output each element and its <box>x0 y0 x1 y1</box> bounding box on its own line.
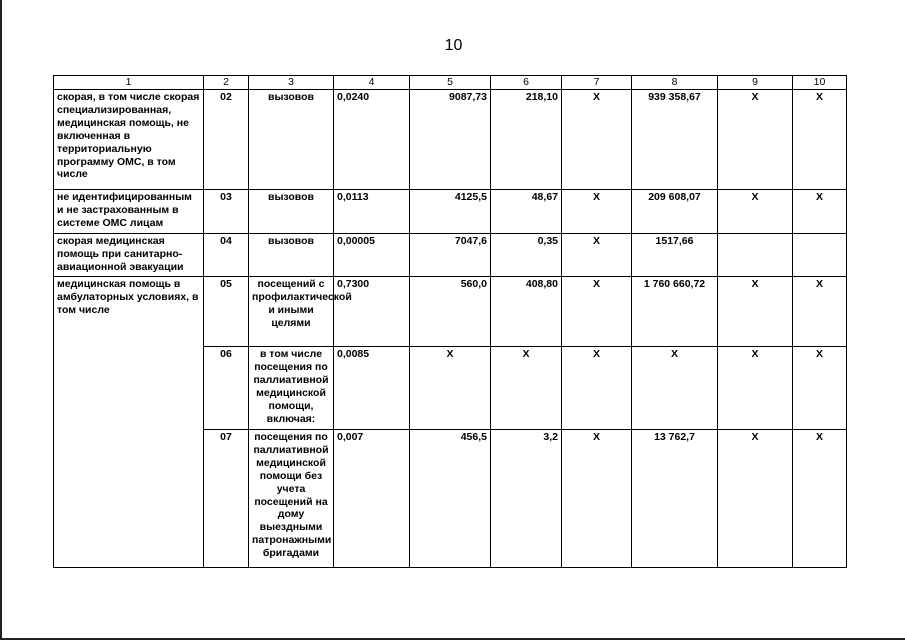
data-table <box>53 75 847 568</box>
value-cell: X <box>793 430 847 568</box>
column-header: 2 <box>204 76 249 90</box>
value-cell: X <box>718 190 793 234</box>
value-cell: X <box>562 90 632 190</box>
table-row <box>54 234 847 277</box>
column-header: 4 <box>334 76 410 90</box>
row-name-cell: скорая, в том числе скорая специализированная, медицинская помощь, не включенная в территориальную программу ОМС, в том числе <box>54 90 204 190</box>
value-cell: X <box>718 347 793 430</box>
value-cell: 560,0 <box>410 277 491 347</box>
value-cell: 3,2 <box>491 430 562 568</box>
value-cell: X <box>562 234 632 277</box>
column-header: 6 <box>491 76 562 90</box>
value-cell: X <box>793 347 847 430</box>
value-cell: 4125,5 <box>410 190 491 234</box>
row-code-cell: 06 <box>204 347 249 430</box>
value-cell: X <box>718 90 793 190</box>
column-header: 10 <box>793 76 847 90</box>
unit-cell: вызовов <box>249 90 334 190</box>
unit-cell: посещений с профилактической и иными целями <box>249 277 334 347</box>
value-cell: 1517,66 <box>632 234 718 277</box>
column-header: 3 <box>249 76 334 90</box>
row-name-cell: не идентифицированным и не застрахованным в системе ОМС лицам <box>54 190 204 234</box>
value-cell: 7047,6 <box>410 234 491 277</box>
unit-cell: вызовов <box>249 234 334 277</box>
column-header: 7 <box>562 76 632 90</box>
unit-cell: посещения по паллиативной медицинской помощи без учета посещений на дому выездными патронажными бригадами <box>249 430 334 568</box>
column-header: 1 <box>54 76 204 90</box>
value-cell: X <box>562 430 632 568</box>
column-header: 9 <box>718 76 793 90</box>
value-cell: 0,0113 <box>334 190 410 234</box>
value-cell: 408,80 <box>491 277 562 347</box>
column-header: 5 <box>410 76 491 90</box>
unit-cell: в том числе посещения по паллиативной медицинской помощи, включая: <box>249 347 334 430</box>
value-cell <box>793 234 847 277</box>
value-cell: X <box>562 190 632 234</box>
value-cell: 218,10 <box>491 90 562 190</box>
page-number: 10 <box>444 37 463 54</box>
value-cell: X <box>718 277 793 347</box>
value-cell: X <box>632 347 718 430</box>
value-cell: 0,35 <box>491 234 562 277</box>
value-cell: X <box>793 277 847 347</box>
value-cell <box>718 234 793 277</box>
row-name-cell: медицинская помощь в амбулаторных условиях, в том числе <box>54 277 204 568</box>
value-cell: 0,00005 <box>334 234 410 277</box>
value-cell: 0,0240 <box>334 90 410 190</box>
table-row <box>54 190 847 234</box>
column-header: 8 <box>632 76 718 90</box>
row-code-cell: 02 <box>204 90 249 190</box>
row-code-cell: 07 <box>204 430 249 568</box>
value-cell: 9087,73 <box>410 90 491 190</box>
table-row <box>54 277 847 347</box>
value-cell: X <box>491 347 562 430</box>
value-cell: 13 762,7 <box>632 430 718 568</box>
value-cell: X <box>793 190 847 234</box>
value-cell: X <box>562 347 632 430</box>
value-cell: 456,5 <box>410 430 491 568</box>
value-cell: 48,67 <box>491 190 562 234</box>
value-cell: X <box>410 347 491 430</box>
value-cell: 1 760 660,72 <box>632 277 718 347</box>
row-code-cell: 05 <box>204 277 249 347</box>
row-code-cell: 03 <box>204 190 249 234</box>
row-code-cell: 04 <box>204 234 249 277</box>
value-cell: 0,007 <box>334 430 410 568</box>
header-row <box>54 76 847 90</box>
value-cell: 209 608,07 <box>632 190 718 234</box>
value-cell: X <box>793 90 847 190</box>
value-cell: X <box>718 430 793 568</box>
row-name-cell: скорая медицинская помощь при санитарно-авиационной эвакуации <box>54 234 204 277</box>
value-cell: 0,7300 <box>334 277 410 347</box>
table-row <box>54 90 847 190</box>
value-cell: 0,0085 <box>334 347 410 430</box>
value-cell: X <box>562 277 632 347</box>
value-cell: 939 358,67 <box>632 90 718 190</box>
unit-cell: вызовов <box>249 190 334 234</box>
